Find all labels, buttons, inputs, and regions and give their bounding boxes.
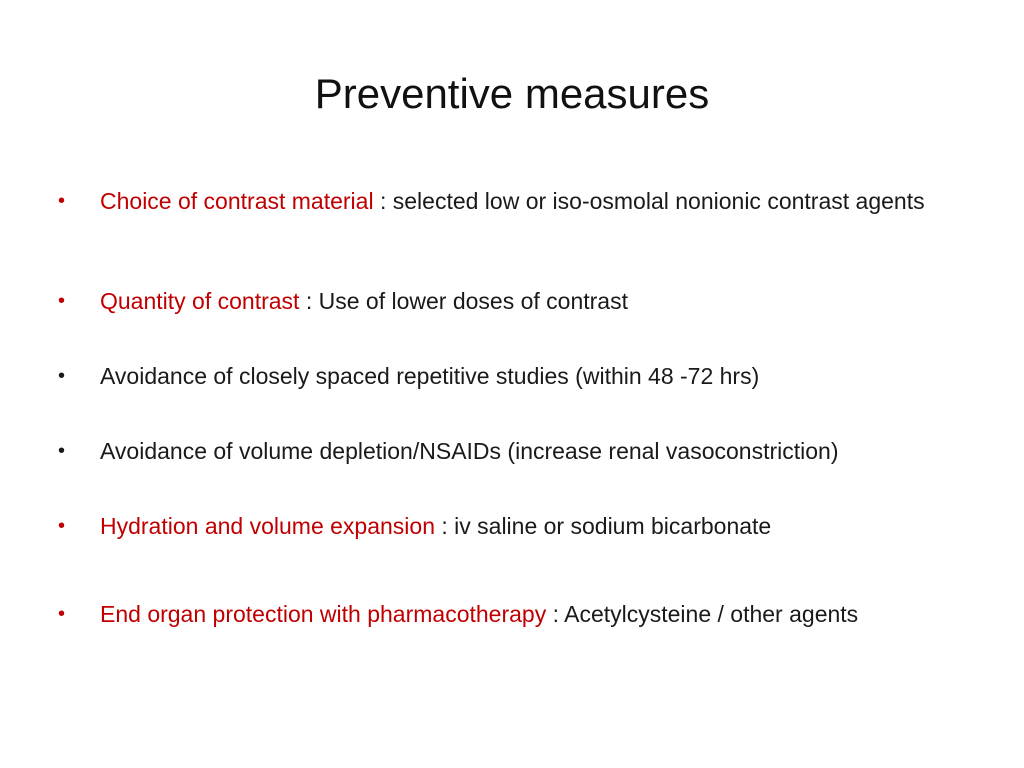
bullet-text (100, 434, 963, 469)
bullet-item-repetitive-studies (58, 359, 963, 394)
bullet-text (100, 359, 963, 394)
bullet-item-contrast-quantity (58, 284, 963, 319)
bullet-text (100, 597, 963, 632)
bullet-item-volume-depletion (58, 434, 963, 469)
bullet-item-hydration (58, 509, 963, 544)
bullet-text (100, 284, 963, 319)
bullet-marker: • (58, 515, 66, 537)
bullet-marker: • (58, 290, 66, 312)
bullet-marker: • (58, 440, 66, 462)
bullet-highlight: Hydration and volume expansion (100, 513, 435, 539)
bullet-item-contrast-material (58, 184, 963, 219)
bullet-highlight: End organ protection with pharmacotherapy (100, 601, 547, 627)
bullet-body: : Use of lower doses of contrast (299, 288, 628, 314)
bullet-marker: • (58, 603, 66, 625)
bullet-marker: • (58, 190, 66, 212)
bullet-body: : Acetylcysteine / other agents (546, 601, 859, 627)
bullet-highlight: Choice of contrast material (100, 188, 374, 214)
bullet-text (100, 184, 963, 219)
bullet-body: : iv saline or sodium bicarbonate (434, 513, 772, 539)
bullet-body: Avoidance of closely spaced repetitive studies (within 48 -72 hrs) (100, 363, 760, 389)
slide-title: Preventive measures (314, 70, 710, 117)
bullet-highlight: Quantity of contrast (100, 288, 300, 314)
bullet-body: Avoidance of volume depletion/NSAIDs (increase renal vasoconstriction) (100, 438, 839, 464)
bullet-body: : selected low or iso-osmolal nonionic contrast agents (373, 188, 925, 214)
bullet-marker: • (58, 365, 66, 387)
bullet-text (100, 509, 963, 544)
bullet-item-pharmacotherapy (58, 597, 963, 632)
